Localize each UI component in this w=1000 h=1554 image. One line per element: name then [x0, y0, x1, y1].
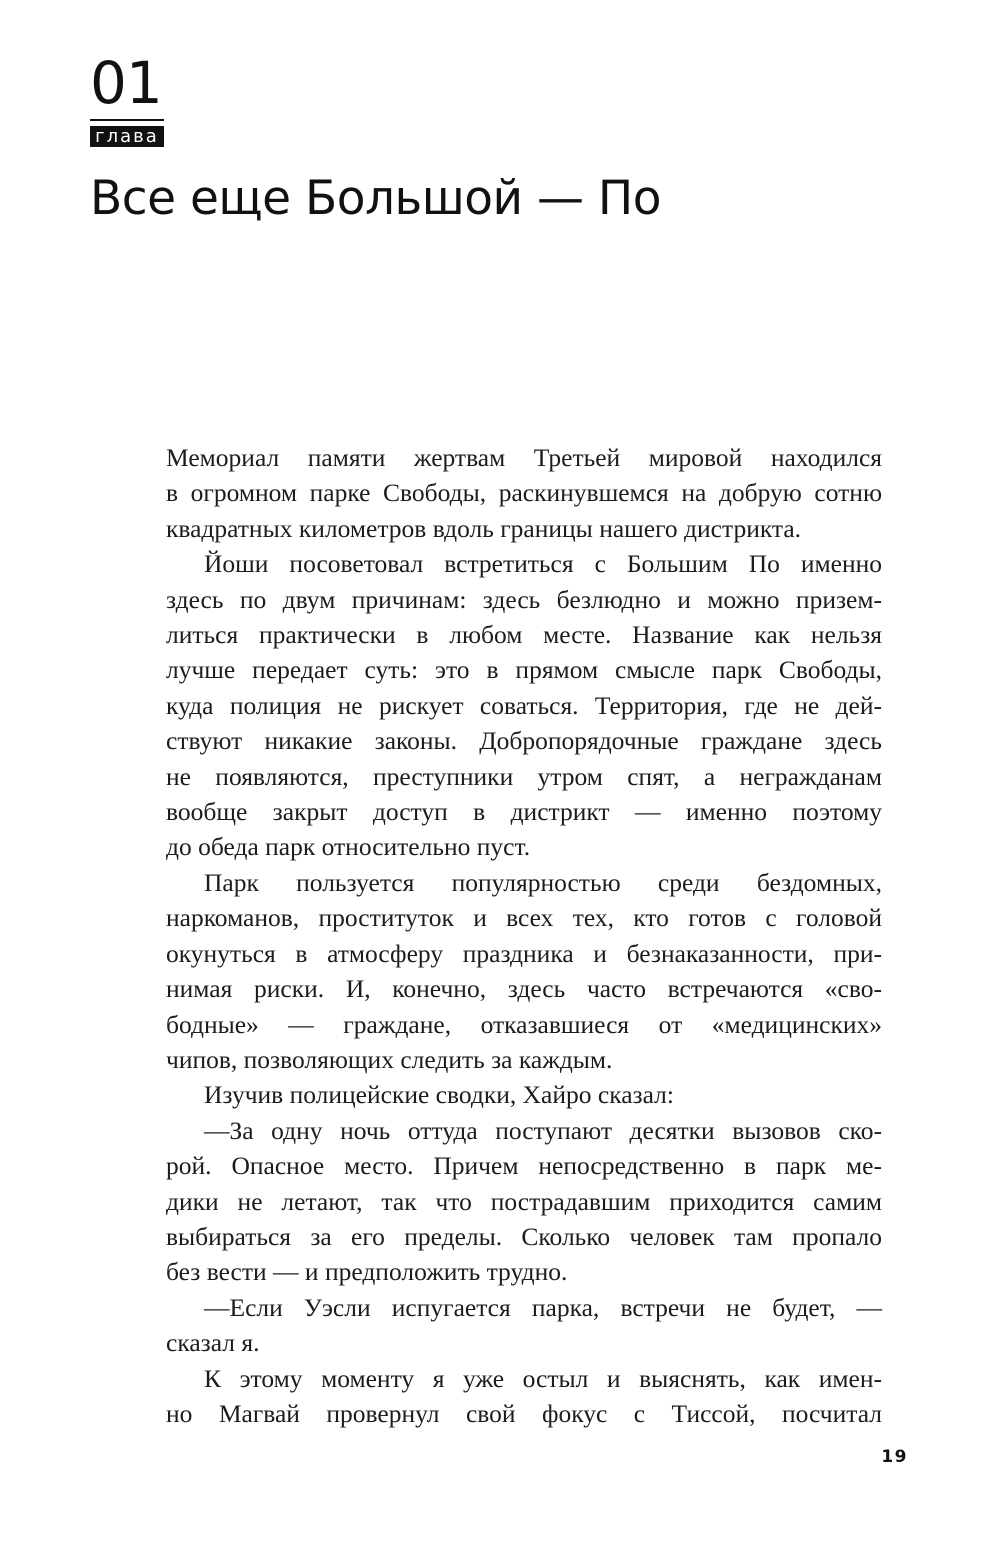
text-line: нимая риски. И, конечно, здесь часто встречаются «сво-: [166, 974, 882, 1004]
text-line: вообще закрыт доступ в дистрикт — именно поэтому: [166, 797, 882, 827]
text-line: наркоманов, проституток и всех тех, кто готов с головой: [166, 903, 882, 933]
text-line: —Если Уэсли испугается парка, встречи не будет, —: [204, 1292, 882, 1322]
text-line: не появляются, преступники утром спят, а негражданам: [166, 761, 882, 791]
text-line: литься практически в любом месте. Название как нельзя: [166, 620, 882, 650]
text-line: ствуют никакие законы. Добропорядочные граждане здесь: [166, 726, 882, 756]
chapter-title: Все еще Большой — По: [90, 171, 662, 226]
text-line: К этому моменту я уже остыл и выяснять, как имен-: [204, 1363, 882, 1393]
chapter-number: 01: [90, 49, 162, 117]
chapter-divider: [90, 119, 164, 121]
text-line: Парк пользуется популярностью среди бездомных,: [204, 867, 882, 897]
text-line: —За одну ночь оттуда поступают десятки вызовов ско-: [204, 1115, 882, 1145]
text-line: без вести — и предположить трудно.: [166, 1257, 568, 1287]
text-line: рой. Опасное место. Причем непосредственно в парк ме-: [166, 1151, 882, 1181]
text-line: лучше передает суть: это в прямом смысле парк Свободы,: [166, 655, 882, 685]
text-line: бодные» — граждане, отказавшиеся от «медицинских»: [166, 1009, 882, 1039]
text-line: в огромном парке Свободы, раскинувшемся на добрую сотню: [166, 478, 882, 508]
text-line: Мемориал памяти жертвам Третьей мировой находился: [166, 443, 882, 472]
page-number: 19: [881, 1447, 908, 1467]
text-line: чипов, позволяющих следить за каждым.: [166, 1044, 613, 1074]
text-line: но Магвай провернул свой фокус с Тиссой, посчитал: [166, 1398, 882, 1428]
text-line: дики не летают, так что пострадавшим приходится самим: [166, 1186, 882, 1216]
text-line: сказал я.: [166, 1328, 260, 1358]
text-line: окунуться в атмосферу праздника и безнаказанности, при-: [166, 938, 882, 968]
body-text: [166, 440, 882, 1431]
text-line: здесь по двум причинам: здесь безлюдно и можно призем-: [166, 584, 882, 614]
text-line: куда полиция не рискует соваться. Территория, где не дей-: [166, 690, 882, 720]
text-line: Йоши посоветовал встретиться с Большим По именно: [204, 549, 882, 579]
text-line: квадратных километров вдоль границы нашего дистрикта.: [166, 513, 802, 543]
text-line: до обеда парк относительно пуст.: [166, 832, 531, 862]
text-line: Изучив полицейские сводки, Хайро сказал:: [204, 1080, 674, 1110]
chapter-label: глава: [90, 126, 164, 147]
text-line: выбираться за его пределы. Сколько человек там пропало: [166, 1221, 882, 1251]
